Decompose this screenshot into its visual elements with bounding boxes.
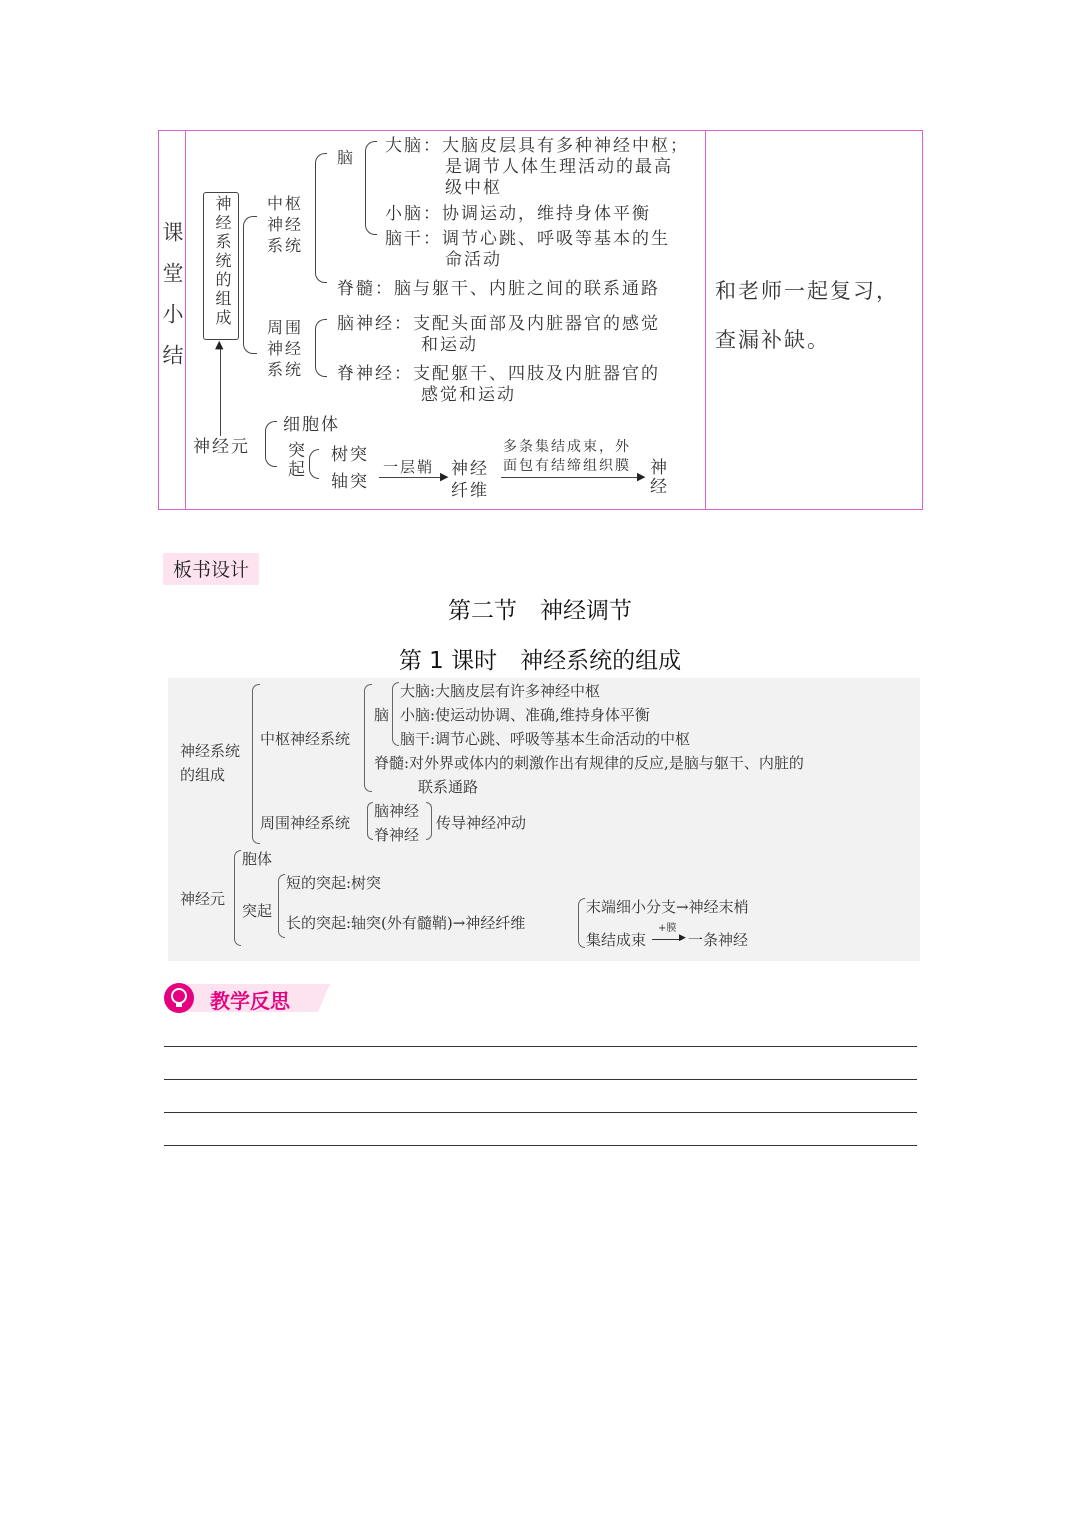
board-process: 突起 — [242, 902, 273, 920]
summary-table — [158, 130, 923, 510]
summary-cerebellum: 小脑：协调运动，维持身体平衡 — [385, 204, 651, 224]
pns-bracket — [315, 319, 327, 377]
board-brain-bracket — [392, 682, 399, 746]
board-process-bracket — [278, 874, 285, 938]
summary-side-label: 课堂小结 — [160, 221, 184, 385]
reflection-header — [162, 982, 330, 1014]
board-root-2: 的组成 — [180, 766, 226, 784]
summary-brainstem: 脑干：调节心跳、呼吸等基本的生 — [385, 229, 670, 249]
summary-bundle-2: 面包有结缔组织膜 — [503, 458, 631, 474]
reflection-line-3 — [164, 1112, 917, 1113]
board-spinal-nerve: 脊神经 — [374, 826, 420, 844]
summary-brain: 脑 — [337, 148, 356, 167]
board-cerebrum: 大脑:大脑皮层有许多神经中枢 — [400, 682, 601, 700]
board-brain: 脑 — [374, 706, 390, 724]
neuron-bracket — [265, 421, 277, 467]
board-short-process: 短的突起:树突 — [286, 874, 382, 892]
brain-bracket — [365, 141, 377, 235]
board-brainstem: 脑干:调节心跳、呼吸等基本生命活动的中枢 — [400, 730, 691, 748]
summary-neuron: 神经元 — [193, 437, 250, 457]
summary-cns: 中枢神经系统 — [267, 194, 304, 255]
summary-cell-body: 细胞体 — [283, 415, 340, 435]
board-pns: 周围神经系统 — [260, 814, 351, 832]
summary-sheath: 一层鞘 — [383, 458, 435, 476]
board-membrane: +膜 — [658, 923, 677, 934]
board-cranial: 脑神经 — [374, 802, 420, 820]
reflection-title: 教学反思 — [210, 989, 290, 1013]
board-cerebellum: 小脑:使运动协调、准确,维持身体平衡 — [400, 706, 650, 724]
up-arrow-line — [220, 346, 221, 436]
board-fiber-bracket — [578, 898, 585, 948]
board-neuron-bracket — [234, 850, 241, 946]
board-cns-bracket — [364, 684, 372, 792]
board-root-1: 神经系统 — [180, 742, 241, 760]
board-neuron: 神经元 — [180, 890, 226, 908]
reflection-line-2 — [164, 1079, 917, 1080]
summary-root: 神经系统的组成 — [213, 195, 232, 328]
summary-cerebrum: 大脑：大脑皮层具有多种神经中枢； — [385, 136, 689, 156]
bundle-arrow — [501, 477, 641, 478]
summary-fiber: 神经纤维 — [451, 459, 489, 501]
board-pns-right-bracket — [426, 802, 432, 840]
summary-bundle-1: 多条集结成束，外 — [503, 439, 631, 455]
summary-nerve: 神经 — [646, 458, 666, 496]
board-title: 第二节 神经调节 — [448, 598, 632, 624]
board-conduct: 传导神经冲动 — [436, 814, 527, 832]
board-ending: 末端细小分支→神经末梢 — [586, 898, 749, 916]
reflection-line-1 — [164, 1046, 917, 1047]
reflection-line-4 — [164, 1145, 917, 1146]
summary-dendrite: 树突 — [331, 445, 369, 465]
board-pns-bracket — [367, 802, 373, 840]
board-one-nerve: 一条神经 — [688, 931, 749, 949]
summary-brainstem-2: 命活动 — [445, 250, 502, 270]
summary-cerebrum-2: 是调节人体生理活动的最高 — [445, 157, 673, 177]
board-bundle-arrow-head: ▶ — [679, 933, 686, 943]
sheath-arrow — [379, 477, 445, 478]
summary-divider-left — [185, 131, 186, 509]
summary-spinal-cord: 脊髓：脑与躯干、内脏之间的联系通路 — [337, 279, 660, 299]
board-spinal-cord: 脊髓:对外界或体内的刺激作出有规律的反应,是脑与躯干、内脏的 — [374, 754, 804, 772]
board-spinal-cord-2: 联系通路 — [418, 778, 479, 796]
root-bracket — [243, 216, 257, 354]
summary-cranial: 脑神经：支配头面部及内脏器官的感觉 — [337, 314, 660, 334]
summary-spinal-nerve: 脊神经：支配躯干、四肢及内脏器官的 — [337, 364, 660, 384]
summary-spinal-nerve-2: 感觉和运动 — [421, 385, 516, 405]
process-bracket — [309, 449, 319, 479]
board-diagram — [168, 678, 920, 961]
summary-divider-right — [705, 131, 706, 509]
summary-pns: 周围神经系统 — [267, 318, 304, 379]
summary-process: 突起 — [284, 441, 304, 479]
board-long-process: 长的突起:轴突(外有髓鞘)→神经纤维 — [286, 914, 526, 932]
summary-axon: 轴突 — [331, 472, 369, 492]
board-cell-body: 胞体 — [242, 850, 273, 868]
summary-cranial-2: 和运动 — [421, 335, 478, 355]
summary-note-2: 查漏补缺。 — [715, 328, 830, 352]
board-cns: 中枢神经系统 — [260, 730, 351, 748]
cns-bracket — [315, 153, 327, 283]
summary-note-1: 和老师一起复习， — [715, 279, 899, 303]
summary-cerebrum-3: 级中枢 — [445, 178, 502, 198]
board-root-bracket — [252, 684, 260, 844]
board-tag: 板书设计 — [163, 553, 259, 585]
bundle-arrow-head: ▶ — [637, 470, 646, 483]
board-subtitle: 第 1 课时 神经系统的组成 — [398, 648, 682, 674]
board-bundle: 集结成束 — [586, 931, 647, 949]
up-arrow-head: ▲ — [215, 338, 224, 351]
sheath-arrow-head: ▶ — [440, 470, 449, 483]
board-bundle-arrow — [652, 939, 682, 940]
